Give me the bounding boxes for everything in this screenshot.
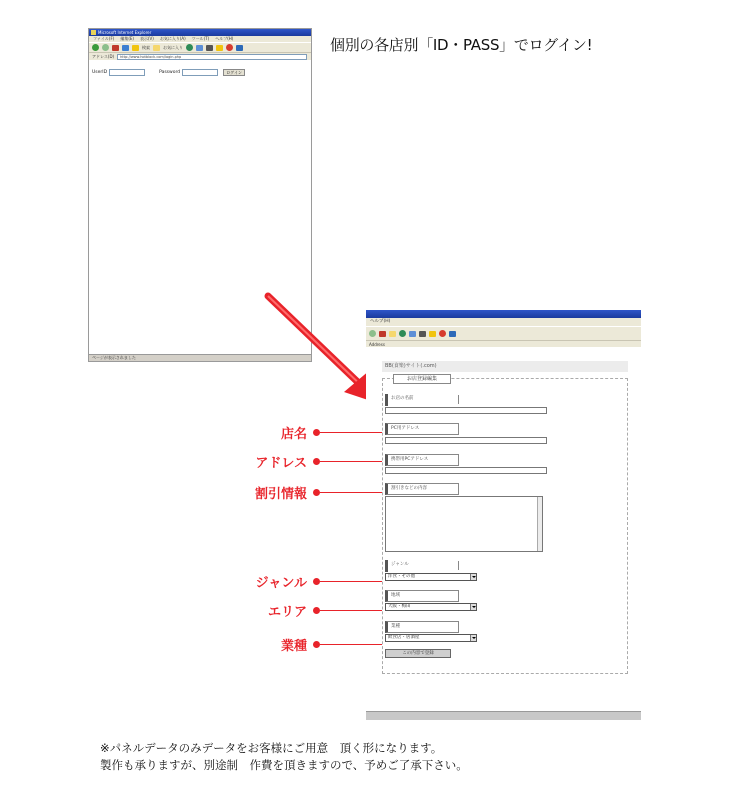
site-header: BB(食楽)サイト(.com) xyxy=(382,361,628,372)
toolbar xyxy=(366,326,641,340)
menu-help[interactable]: ヘルプ(H) xyxy=(215,36,234,41)
password-input[interactable] xyxy=(182,69,218,76)
login-button[interactable]: ログイン xyxy=(223,69,245,76)
password-label: Password xyxy=(159,70,181,75)
discount-label: 割引きなどの内容 xyxy=(385,483,459,495)
address-input[interactable] xyxy=(385,437,547,444)
toolbar xyxy=(89,42,311,52)
business-select[interactable]: 飲食店・居酒屋 xyxy=(385,634,477,642)
shop-edit-form xyxy=(382,378,628,674)
register-button[interactable]: この内容で登録 xyxy=(385,649,451,658)
menu-file[interactable]: ファイル(F) xyxy=(93,36,115,41)
print-icon[interactable] xyxy=(206,45,213,51)
dot-icon xyxy=(313,429,320,436)
dot-icon xyxy=(313,458,320,465)
mail-icon[interactable] xyxy=(409,331,416,337)
address-label: PC用アドレス xyxy=(385,423,459,435)
shop-name-label: お店の名前 xyxy=(385,394,459,406)
form-title: お店登録編集 xyxy=(393,374,451,384)
favorites-icon[interactable] xyxy=(389,331,396,337)
search-button[interactable]: 検索 xyxy=(142,44,150,50)
menu-help[interactable]: ヘルプ(H) xyxy=(366,318,641,326)
callout-discount: 割引情報 xyxy=(255,483,382,502)
callout-area: エリア xyxy=(268,601,382,620)
discuss-icon[interactable] xyxy=(449,331,456,337)
business-label: 業種 xyxy=(385,621,459,633)
menu-tools[interactable]: ツール(T) xyxy=(191,36,210,41)
area-select[interactable]: 大阪・梅田 xyxy=(385,603,477,611)
menu-edit[interactable]: 編集(E) xyxy=(120,36,134,41)
messenger-icon[interactable] xyxy=(226,44,233,51)
callout-business: 業種 xyxy=(281,635,382,654)
genre-select[interactable]: 洋食・その他 xyxy=(385,573,477,581)
mail-icon[interactable] xyxy=(196,45,203,51)
notes xyxy=(100,740,468,774)
address-input[interactable]: http://www.hotblock.com/login.php xyxy=(117,54,307,60)
chevron-down-icon[interactable] xyxy=(470,574,476,580)
home-icon[interactable] xyxy=(132,45,139,51)
user-id-label: UserID xyxy=(92,70,108,75)
shop-name-input[interactable] xyxy=(385,407,547,414)
forward-icon[interactable] xyxy=(369,330,376,337)
discuss-icon[interactable] xyxy=(236,45,243,51)
favorites-button[interactable]: お気に入り xyxy=(163,44,183,50)
address-bar[interactable]: Address xyxy=(366,340,641,347)
pc-address-input[interactable] xyxy=(385,467,547,474)
genre-label: ジャンル xyxy=(385,560,459,572)
dot-icon xyxy=(313,641,320,648)
textarea-scrollbar[interactable] xyxy=(537,497,542,551)
refresh-icon[interactable] xyxy=(122,45,129,51)
stop-icon[interactable] xyxy=(112,45,119,51)
history-icon[interactable] xyxy=(186,44,193,51)
history-icon[interactable] xyxy=(399,330,406,337)
address-bar xyxy=(89,52,311,60)
note-line-2: 製作も承りますが、別途制 作費を頂きますので、予めご了承下さい。 xyxy=(100,758,468,772)
discount-textarea[interactable] xyxy=(385,496,543,552)
menu-view[interactable]: 表示(V) xyxy=(140,36,154,41)
area-label: 地域 xyxy=(385,590,459,602)
dot-icon xyxy=(313,489,320,496)
stop-icon[interactable] xyxy=(379,331,386,337)
menu-favorites[interactable]: お気に入り(A) xyxy=(159,36,186,41)
folder-icon[interactable] xyxy=(216,45,223,51)
title-bar xyxy=(366,310,641,318)
back-icon[interactable] xyxy=(92,44,99,51)
folder-icon[interactable] xyxy=(429,331,436,337)
callout-genre: ジャンル xyxy=(256,572,382,591)
headline: 個別の各店別「ID・PASS」でログイン! xyxy=(330,36,593,54)
status-bar: ページが表示されました xyxy=(89,354,311,361)
favorites-icon[interactable] xyxy=(153,45,160,51)
dot-icon xyxy=(313,578,320,585)
login-form xyxy=(92,69,245,76)
window-title: Microsoft Internet Explorer xyxy=(98,30,152,35)
print-icon[interactable] xyxy=(419,331,426,337)
ie-icon xyxy=(91,30,96,35)
messenger-icon[interactable] xyxy=(439,330,446,337)
panel-browser-window xyxy=(366,310,641,720)
status-bar xyxy=(366,711,641,720)
callout-address: アドレス xyxy=(255,452,382,471)
dot-icon xyxy=(313,607,320,614)
panel-page xyxy=(366,358,641,720)
chevron-down-icon[interactable] xyxy=(470,604,476,610)
user-id-input[interactable] xyxy=(109,69,145,76)
address-label: アドレス(D) xyxy=(92,53,115,59)
note-line-1: ※パネルデータのみデータをお客様にご用意 頂く形になります。 xyxy=(100,741,443,755)
forward-icon[interactable] xyxy=(102,44,109,51)
title-bar xyxy=(89,29,311,36)
pc-address-label: 携帯用PCアドレス xyxy=(385,454,459,466)
callout-shop-name: 店名 xyxy=(281,423,382,442)
chevron-down-icon[interactable] xyxy=(470,635,476,641)
